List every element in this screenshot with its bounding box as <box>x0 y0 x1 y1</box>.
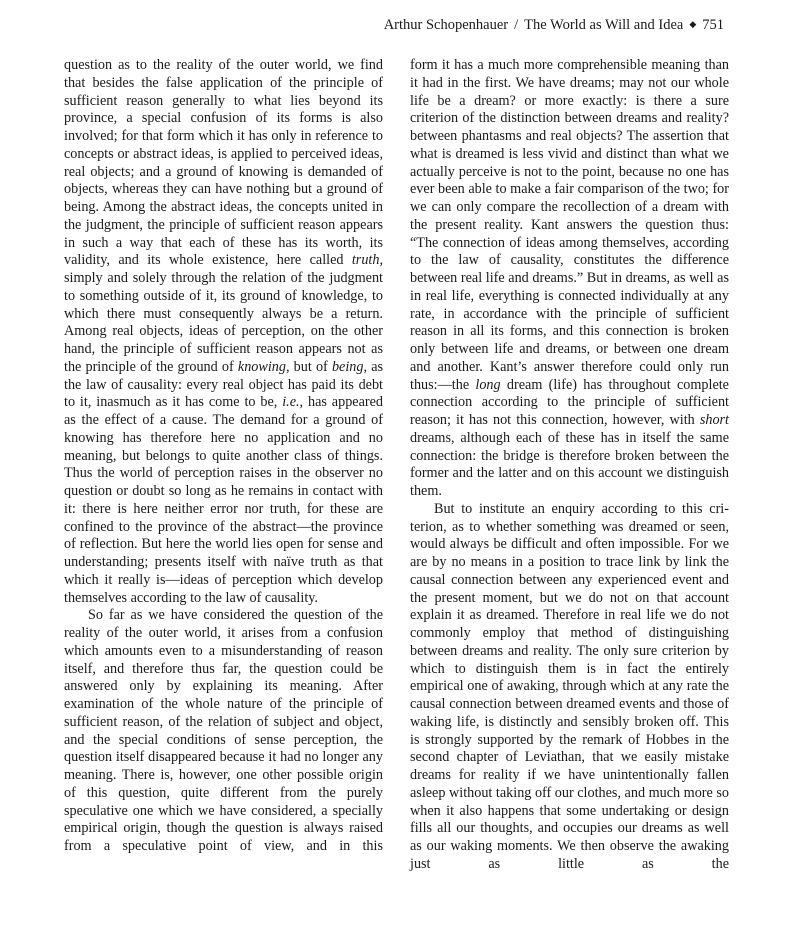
text-segment-italic: knowing, <box>237 358 290 375</box>
text-segment: form it has a much more comprehensible meaning than it had in the first. We have dreams; may not our whole life be a dream? or more exactly: is there a sure criterion of the distinction between dreams and reality? between phantasms and real objects? The assertion that what is dreamed is less vivid and distinct than what we actually perceive is not to the point, because no one has ever been able to make a fair comparison of the two; for we can only compare the recollection of a dream with the present reality. Kant answers the question thus: “The connection of ideas among themselves, according to the law of causality, constitutes the difference between real life and dreams.” But in dreams, as well as in real life, everything is connected individually at any rate, in accordance with the principle of sufficient reason in all its forms, and this connection is broken only between life and dreams, or between one dream and another. Kant’s answer therefore could only run thus:—the <box>410 57 729 393</box>
header-author: Arthur Schopenhauer <box>383 17 509 33</box>
text-segment: as the law of causality: every real object has paid its debt to it, inasmuch as it has come to be, <box>64 358 384 411</box>
text-segment: question as to the reality of the outer world, we find that besides the false application of the principle of sufficient reason generally to what lies beyond its province, a special confusion of its forms is also involved; for that form which it has only in reference to concepts or abstract ideas, is applied to perceived ideas, real objects; and a ground of knowing is demanded of objects, whereas they can have nothing but a ground of being. Among the abstract ideas, the concepts united in the judgment, the principle of sufficient reason appears in such a way that each of these has its worth, its validity, and its whole existence, here called <box>64 57 383 269</box>
right-paragraph-2 <box>410 501 729 874</box>
text-segment: has appeared as the effect of a cause. The demand for a ground of knowing has therefore here no application and no meaning, but belongs to quite another class of things. Thus the world of perception raises in the observer no question or doubt so long as he remains in contact with it: there is here neither error nor truth, for these are confined to the province of the abstract—the province of reflection. But here the world lies open for sense and understanding; presents itself with naïve truth as that which it really is—ideas of perception which develop themselves according to the law of causality. <box>64 394 384 606</box>
right-paragraph-1 <box>410 57 729 501</box>
header-title: The World as Will and Idea <box>524 17 684 33</box>
text-segment: dream (life) has throughout complete connection according to the principle of sufficient reason; it has not this connection, however, with <box>410 376 729 428</box>
page-number: 751 <box>702 17 724 33</box>
header-bullet-icon: ◆ <box>689 19 697 29</box>
header-separator: / <box>514 17 519 33</box>
left-column <box>64 57 383 856</box>
text-segment: but of <box>289 358 332 375</box>
text-segment-italic: being, <box>331 358 368 375</box>
text-segment: simply and solely through the relation of the judgment to something outside of it, its ground of knowledge, to which there must consequently always be a return. Among real objects, ideas of perception, on the other hand, the principle of sufficient reason appears not as the principle of the ground of <box>64 270 383 375</box>
text-segment: dreams, although each of these has in itself the same connection: the bridge is therefore broken between the former and the latter and on this account we distinguish them. <box>410 429 729 499</box>
running-head <box>384 17 724 34</box>
text-segment: So far as we have considered the question of the reality of the outer world, it arises from a confusion which amounts even to a misunderstanding of reason itself, and therefore thus far, the question could be answered only by explaining its meaning. After examination of the whole nature of the principle of sufficient reason, of the relation of subject and object, and the special conditions of sense perception, the question itself disappeared because it had no longer any meaning. There is, however, one other possible origin of this question, quite different from the purely speculative one which we have considered, a specially empirical origin, though the question is always raised from a speculative point of view, and in this <box>64 607 383 854</box>
text-segment-italic: long <box>475 376 501 393</box>
right-column <box>410 57 729 874</box>
text-segment-italic: i.e., <box>282 394 304 411</box>
text-segment: But to institute an enquiry according to this criterion, as to whether something was dreamed or seen, would always be difficult and often impossible. For we are by no means in a position to trace link by link the causal connection between any experienced event and the present moment, but we do not on that account explain it as dreamed. Therefore in real life we do not commonly employ that method of distinguishing between dreams and reality. The only sure criterion by which to distinguish them is in fact the entirely empirical one of awaking, through which at any rate the causal connection between dreamed events and those of waking life, is distinctly and sensibly broken off. This is strongly supported by the remark of Hobbes in the second chapter of Leviathan, that we easily mistake dreams for reality if we have unintentionally fallen asleep without taking off our clothes, and much more so when it also happens that some undertaking or design fills all our thoughts, and occupies our dreams as well as our waking moments. We then observe the awaking just as little as the <box>410 500 729 872</box>
left-paragraph-1 <box>64 57 383 607</box>
text-segment-italic: truth, <box>351 252 383 269</box>
text-segment-italic: short <box>699 412 729 428</box>
left-paragraph-2 <box>64 607 383 856</box>
